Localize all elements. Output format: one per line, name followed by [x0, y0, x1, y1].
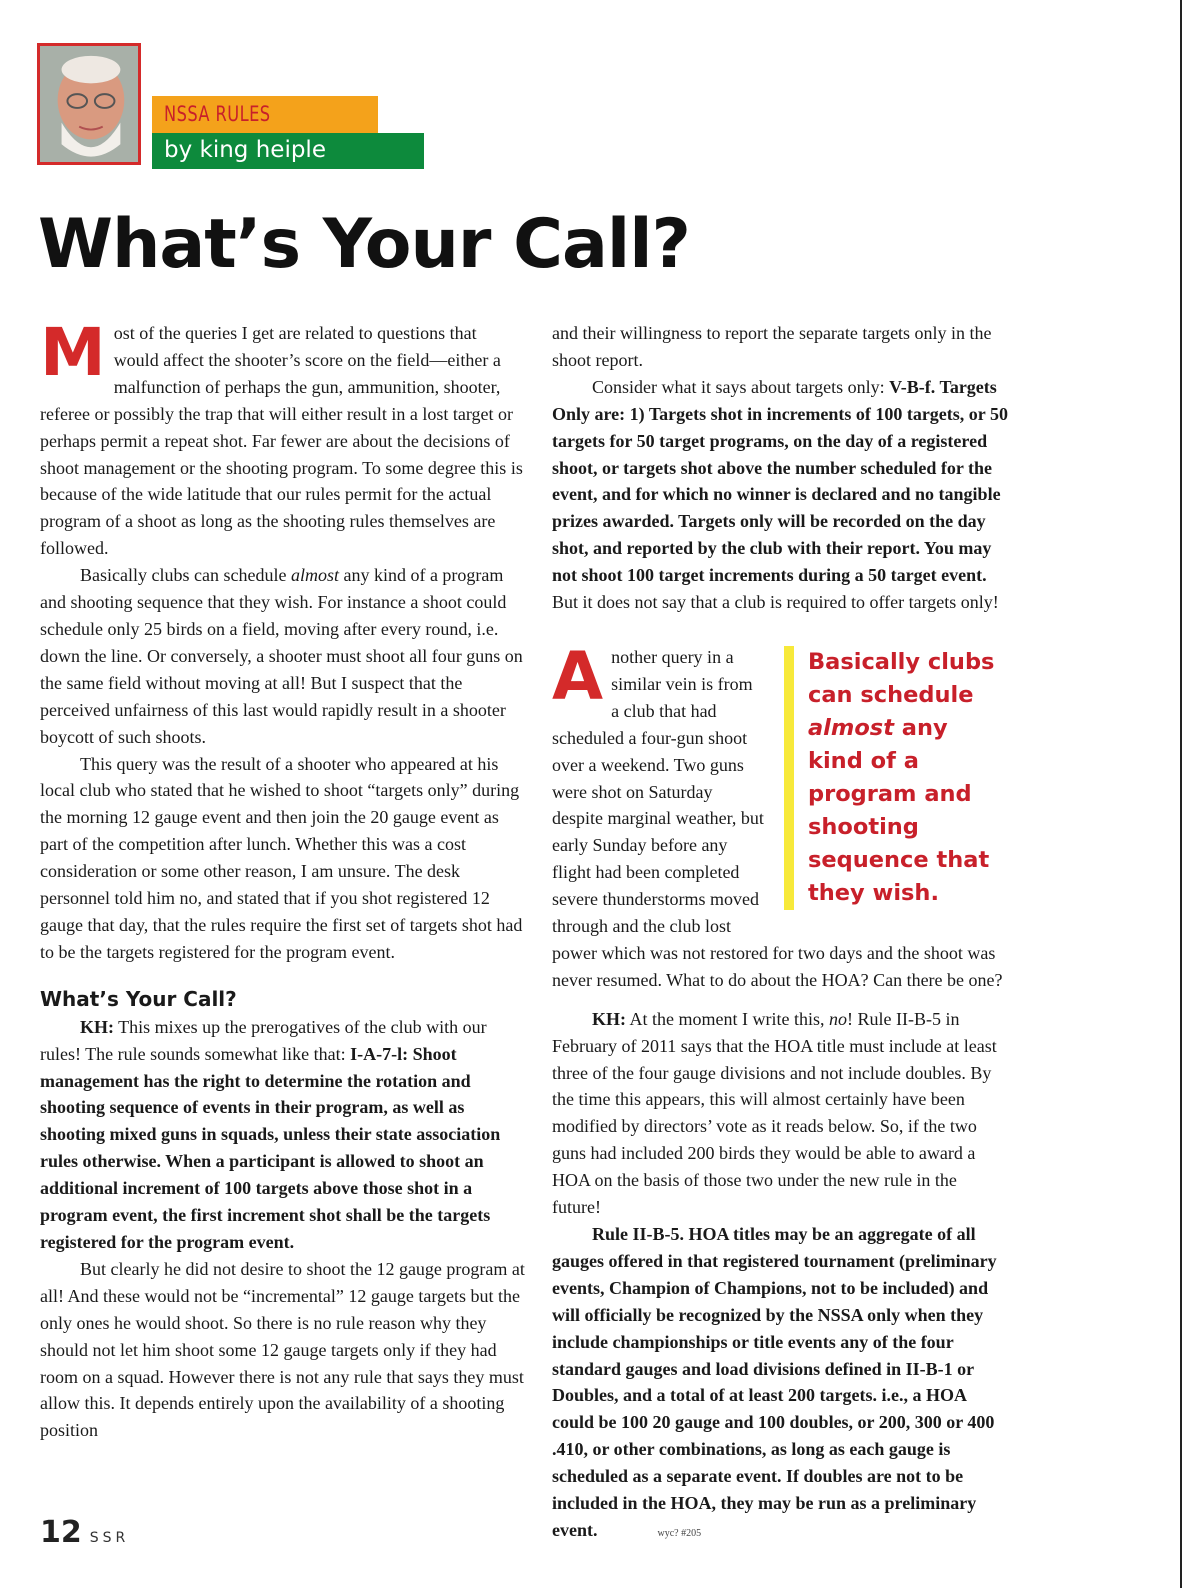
paragraph [552, 637, 1008, 994]
paragraph-text: Consider what it says about targets only: [592, 376, 890, 397]
emphasis: almost [290, 565, 339, 586]
speaker-label: KH: [592, 1008, 626, 1029]
paragraph-text: any kind of a program and shooting sequence that they wish. For instance a shoot could schedule only 25 birds on a field, moving after every round, i.e. down the line. Or conversely, a shooter must shoot all four guns on the same field without moving at all! But I suspect that the perceived unfairness of this last would rapidly result in a shooter boycott of such shoots. [40, 565, 523, 747]
paragraph [40, 1256, 526, 1444]
column-label: NSSA RULES [164, 102, 271, 126]
author-photo [37, 43, 141, 165]
emphasis: no [828, 1008, 847, 1029]
speaker-label: KH: [80, 1016, 114, 1037]
pull-quote-emphasis: almost [808, 714, 894, 741]
paragraph [552, 1221, 1008, 1548]
paragraph [552, 320, 1008, 374]
pull-quote [784, 646, 1008, 910]
pull-quote-text: any kind of a program and shooting sequence that they wish. [808, 714, 990, 906]
paragraph [40, 562, 526, 750]
paragraph-text: ! Rule II-B-5 in February of 2011 says that the HOA title must include at least three of the four gauge divisions and not include doubles. By the time this appears, this will almost certainly have been modified by directors’ vote as it reads below. So, if the two guns had included 200 birds they would be able to award a HOA on the basis of those two under the new rule in the future! [552, 1008, 997, 1218]
drop-cap: A [552, 637, 604, 715]
rule-quote: V-B-f. Targets Only are: 1) Targets shot in increments of 100 targets, or 50 targets for 50 target programs, on the day of a registered shoot, or targets shot above the number scheduled for the event, and for which no winner is declared and no tangible prizes awarded. Targets only will be recorded on the day shot, and reported by the club with their report. You may not shoot 100 target increments during a 50 target event. [552, 376, 1008, 586]
paragraph [40, 314, 526, 562]
pull-quote-text: Basically clubs can schedule [808, 648, 995, 708]
page-number: 12 [40, 1515, 82, 1550]
paragraph-text: This query was the result of a shooter who appeared at his local club who stated that he wished to shoot “targets only” during the morning 12 gauge event and then join the 20 gauge event as part of the competition after lunch. Whether this was a cost consideration or some other reason, I am unsure. The desk personnel told him no, and stated that if you shot registered 12 gauge that day, that the rules require the first set of targets shot had to be the targets registered for the program event. [40, 753, 523, 962]
article-tag: wyc? #205 [657, 1527, 702, 1539]
section-gap [552, 994, 1008, 1006]
paragraph-text: and their willingness to report the separate targets only in the shoot report. [552, 323, 992, 370]
paragraph-text: But it does not say that a club is required to offer targets only! [552, 592, 999, 613]
paragraph [552, 374, 1008, 616]
article-title: What’s Your Call? [38, 205, 690, 284]
drop-cap: M [40, 314, 106, 391]
magazine-name: SSR [89, 1530, 130, 1546]
rule-quote: Rule II-B-5. HOA titles may be an aggregate of all gauges offered in that registered tournament (preliminary events, Champion of Champions, not to be included) and will officially be recognized by the NSSA only when they include championships or title events any of the four standard gauges and load divisions defined in II-B-1 or Doubles, and a total of at least 200 targets. i.e., a HOA could be 100 20 gauge and 100 doubles, or 200, 300 or 400 .410, or other combinations, as long as each gauge is scheduled as a separate event. If doubles are not to be included in the HOA, they may be run as a preliminary event. [552, 1224, 997, 1540]
left-column [40, 314, 526, 1444]
page-folio [40, 1515, 129, 1550]
paragraph-text: nother query in a similar vein is from a club that had scheduled a four-gun shoot over a weekend. Two guns were shot on Saturday despite marginal weather, but early Sunday before any flight had been completed severe thunderstorms moved through and the club lost power which was not restored for two days and the shoot was never resumed. What to do about the HOA? Can there be one? [552, 646, 1003, 990]
paragraph-text: This mixes up the prerogatives of the club with our rules! The rule sounds somewhat like that: [40, 1016, 487, 1064]
paragraph-text: Basically clubs can schedule [80, 565, 291, 586]
page-edge [1180, 0, 1182, 1588]
right-column [552, 320, 1008, 1548]
paragraph [552, 1006, 1008, 1221]
paragraph [40, 751, 526, 966]
author-portrait-icon [40, 46, 138, 162]
paragraph [40, 1014, 526, 1256]
paragraph-text: But clearly he did not desire to shoot the 12 gauge program at all! And these would not be “incremental” 12 gauge targets but the only ones he would shoot. So there is no rule reason why they should not let him shoot some 12 gauge targets only if they had room on a squad. However there is not any rule that says they must allow this. It depends entirely upon the availability of a shooting position [40, 1258, 525, 1441]
rule-quote: I-A-7-l: Shoot management has the right to determine the rotation and shooting sequence of events in their program, as well as shooting mixed guns in squads, unless their state association rules otherwise. When a participant is allowed to shoot an additional increment of 100 targets above those shot in a program event, the first increment shot shall be the targets registered for the program event. [40, 1043, 501, 1252]
byline: by king heiple [164, 137, 326, 163]
paragraph-text: At the moment I write this, [626, 1008, 829, 1029]
section-gap [552, 616, 1008, 644]
subheading: What’s Your Call? [40, 986, 237, 1011]
byline-bar [152, 133, 424, 169]
paragraph-text: ost of the queries I get are related to questions that would affect the shooter’s score on the field—either a malfunction of perhaps the gun, ammunition, shooter, referee or possibly the trap that will either result in a lost target or perhaps permit a repeat shot. Far fewer are about the decisions of shoot management or the shooting program. To some degree this is because of the wide latitude that our rules permit for the actual program of a shoot as long as the shooting rules themselves are followed. [40, 323, 523, 559]
column-label-bar [152, 96, 378, 133]
